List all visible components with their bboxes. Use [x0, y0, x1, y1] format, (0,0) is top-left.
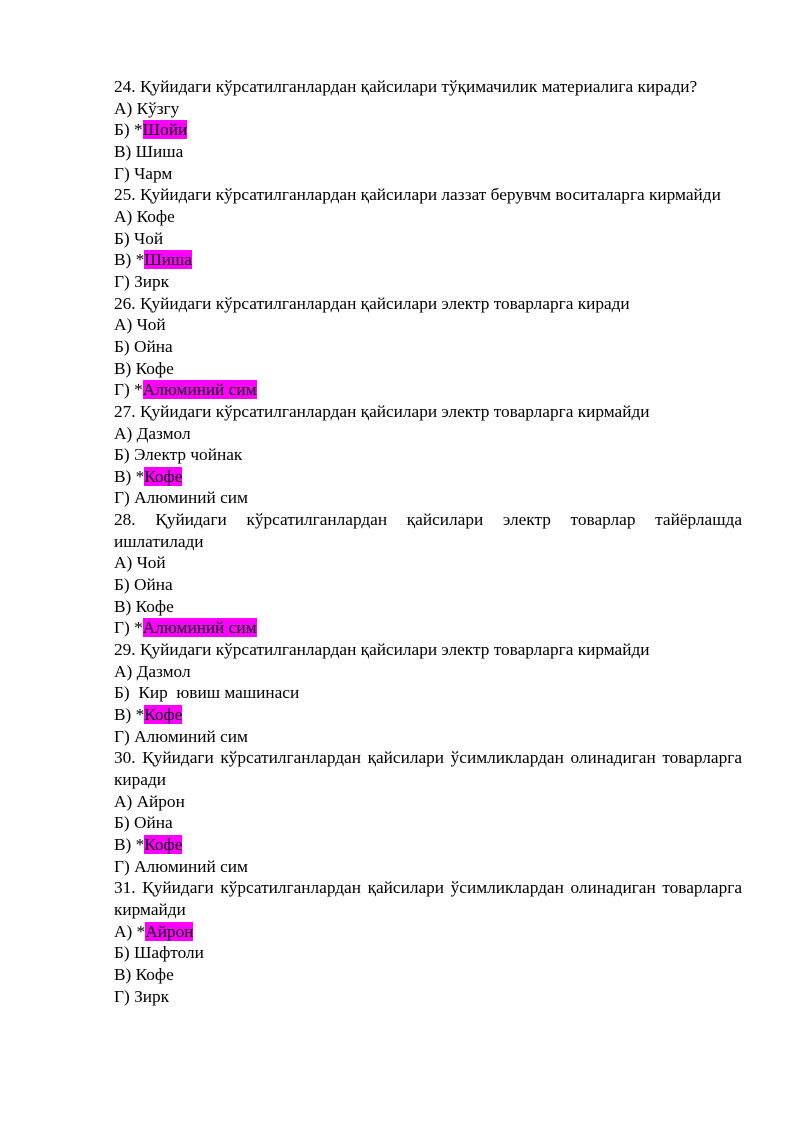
option-text: Алюминий сим: [134, 726, 248, 746]
answer-option-correct: [114, 704, 742, 726]
option-prefix: Г): [114, 726, 135, 746]
answer-option: [114, 964, 742, 986]
answer-option: [114, 552, 742, 574]
answer-option-correct: [114, 119, 742, 141]
answer-option: [114, 228, 742, 250]
question-block: [114, 639, 742, 747]
answer-option: [114, 942, 742, 964]
answer-option: [114, 271, 742, 293]
question-number: 25.: [114, 185, 136, 205]
test-document: [114, 76, 742, 1007]
option-prefix: В): [114, 141, 136, 161]
question-text: [114, 76, 742, 98]
option-text: Дазмол: [136, 661, 191, 681]
option-text: Ойна: [134, 336, 173, 356]
option-text: Шиша: [135, 141, 184, 161]
answer-option: [114, 336, 742, 358]
option-prefix: Б): [114, 683, 139, 703]
correct-answer-highlight: Алюминий сим: [142, 380, 257, 400]
question-block: [114, 747, 742, 877]
answer-option: [114, 726, 742, 748]
option-prefix: В) *: [114, 250, 145, 270]
option-prefix: Г): [114, 488, 135, 508]
question-number: 26.: [114, 293, 136, 313]
option-text: Ойна: [134, 575, 173, 595]
question-block: [114, 184, 742, 292]
question-body: Қуйидаги кўрсатилганлардан қайсилари ўсимликлардан олинадиган товарларга киради: [114, 748, 742, 789]
question-text: [114, 184, 742, 206]
answer-option: [114, 444, 742, 466]
option-prefix: Б): [114, 445, 134, 465]
answer-option-correct: [114, 379, 742, 401]
option-prefix: В) *: [114, 705, 145, 725]
correct-answer-highlight: Шиша: [144, 250, 192, 270]
answer-option: [114, 812, 742, 834]
option-prefix: А) *: [114, 921, 146, 941]
question-text: [114, 747, 742, 790]
option-text: Кофе: [136, 206, 175, 226]
question-text: [114, 509, 742, 552]
question-block: [114, 877, 742, 1007]
option-prefix: Г) *: [114, 380, 143, 400]
question-number: 28.: [114, 510, 136, 530]
option-prefix: Б): [114, 813, 134, 833]
option-prefix: А): [114, 206, 137, 226]
option-text: Кир ювиш машинаси: [138, 683, 300, 703]
answer-option: [114, 206, 742, 228]
question-number: 29.: [114, 640, 136, 660]
answer-option: [114, 791, 742, 813]
question-number: 24.: [114, 77, 136, 96]
answer-option: [114, 423, 742, 445]
answer-option: [114, 358, 742, 380]
answer-option: [114, 487, 742, 509]
option-text: Дазмол: [136, 423, 191, 443]
option-prefix: В): [114, 964, 136, 984]
answer-option: [114, 682, 742, 704]
option-prefix: А): [114, 423, 137, 443]
answer-option: [114, 141, 742, 163]
answer-option: [114, 661, 742, 683]
option-prefix: В): [114, 596, 136, 616]
answer-option: [114, 986, 742, 1008]
question-number: 27.: [114, 401, 136, 421]
question-block: [114, 509, 742, 639]
question-text: [114, 639, 742, 661]
answer-option: [114, 856, 742, 878]
correct-answer-highlight: Кофе: [144, 705, 183, 725]
question-number: 30.: [114, 748, 136, 768]
option-text: Электр чойнак: [134, 445, 243, 465]
option-prefix: Б): [114, 228, 134, 248]
option-text: Чой: [134, 228, 164, 248]
answer-option-correct: [114, 466, 742, 488]
answer-option: [114, 596, 742, 618]
question-text: [114, 401, 742, 423]
option-prefix: Г): [114, 163, 135, 183]
question-body: Қуйидаги кўрсатилганлардан қайсилари электр товарларга кирмайди: [139, 401, 650, 421]
option-prefix: Б): [114, 943, 134, 963]
answer-option: [114, 98, 742, 120]
option-text: Алюминий сим: [134, 488, 248, 508]
question-body: Қуйидаги кўрсатилганлардан қайсилари ўсимликлардан олинадиган товарларга кирмайди: [114, 878, 742, 919]
option-prefix: А): [114, 553, 137, 573]
question-text: [114, 293, 742, 315]
option-prefix: В): [114, 358, 136, 378]
answer-option: [114, 314, 742, 336]
question-body: Қуйидаги кўрсатилганлардан қайсилари лаззат берувчм воситаларга кирмайди: [139, 185, 721, 205]
question-number: 31.: [114, 878, 136, 898]
correct-answer-highlight: Кофе: [144, 466, 183, 486]
option-prefix: Г): [114, 271, 135, 291]
option-text: Чарм: [134, 163, 173, 183]
option-text: Кофе: [135, 964, 174, 984]
answer-option: [114, 574, 742, 596]
answer-option-correct: [114, 921, 742, 943]
correct-answer-highlight: Шойи: [142, 120, 188, 140]
option-text: Кофе: [135, 358, 174, 378]
option-prefix: Б): [114, 336, 134, 356]
option-text: Кофе: [135, 596, 174, 616]
answer-option-correct: [114, 617, 742, 639]
option-prefix: Б) *: [114, 120, 143, 140]
option-prefix: А): [114, 98, 137, 118]
option-prefix: А): [114, 661, 137, 681]
option-text: Шафтоли: [134, 943, 204, 963]
answer-option-correct: [114, 834, 742, 856]
correct-answer-highlight: Айрон: [145, 921, 194, 941]
option-prefix: Б): [114, 575, 134, 595]
question-body: Қуйидаги кўрсатилганлардан қайсилари электр товарларга кирмайди: [139, 640, 650, 660]
option-prefix: Г): [114, 986, 135, 1006]
option-text: Зирк: [134, 271, 170, 291]
correct-answer-highlight: Алюминий сим: [142, 618, 257, 638]
option-text: Кўзгу: [136, 98, 180, 118]
option-text: Зирк: [134, 986, 170, 1006]
option-prefix: А): [114, 315, 137, 335]
question-body: Қуйидаги кўрсатилганлардан қайсилари тўқимачилик материалига киради?: [139, 77, 698, 96]
option-text: Чой: [136, 553, 166, 573]
option-prefix: В) *: [114, 466, 145, 486]
option-text: Чой: [136, 315, 166, 335]
option-text: Айрон: [136, 791, 185, 811]
answer-option-correct: [114, 249, 742, 271]
question-body: Қуйидаги кўрсатилганлардан қайсилари электр товарларга киради: [139, 293, 630, 313]
question-text: [114, 877, 742, 920]
option-prefix: А): [114, 791, 137, 811]
question-block: [114, 401, 742, 509]
option-text: Ойна: [134, 813, 173, 833]
question-block: [114, 293, 742, 401]
option-prefix: В) *: [114, 834, 145, 854]
answer-option: [114, 163, 742, 185]
option-prefix: Г) *: [114, 618, 143, 638]
question-block: [114, 76, 742, 184]
option-prefix: Г): [114, 856, 135, 876]
question-body: Қуйидаги кўрсатилганлардан қайсилари электр товарлар тайёрлашда ишлатилади: [114, 510, 742, 551]
option-text: Алюминий сим: [134, 856, 248, 876]
correct-answer-highlight: Кофе: [144, 834, 183, 854]
